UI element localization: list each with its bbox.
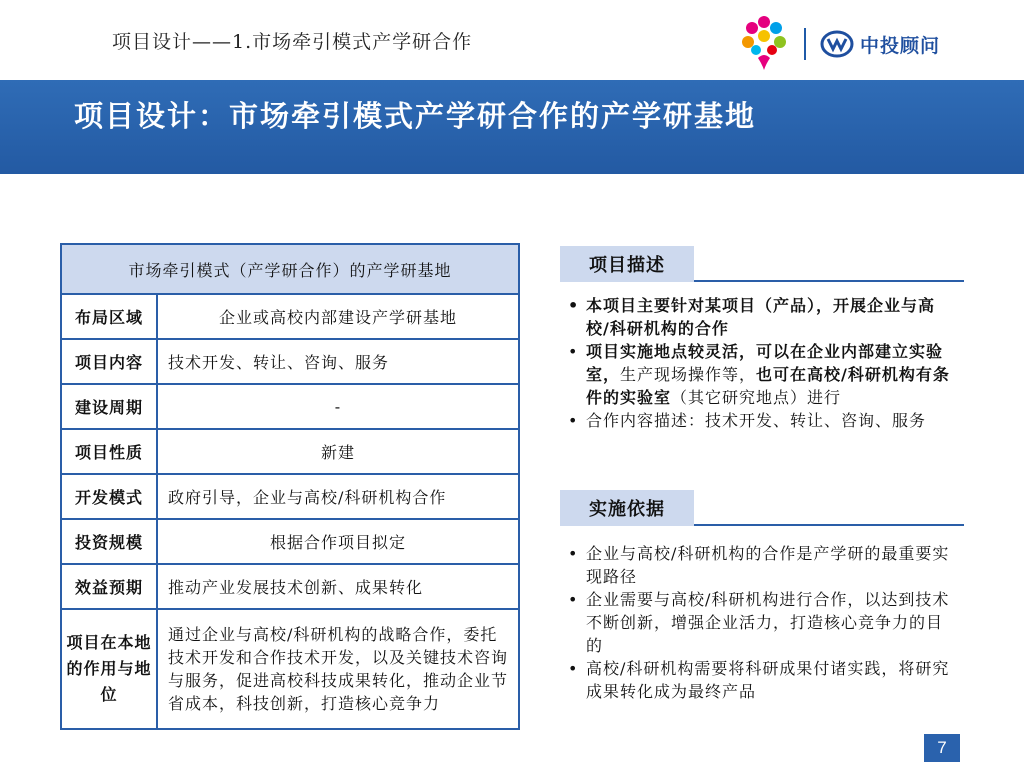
page-title: 项目设计：市场牵引模式产学研合作的产学研基地 [74,99,757,133]
row-value: 政府引导，企业与高校/科研机构合作 [157,474,519,519]
brand-name: 中投顾问 [860,34,941,57]
row-value: 推动产业发展技术创新、成果转化 [157,564,519,609]
list-item-bold-text: 项目实施地点较灵活，可以在企业内部建立实验室， [586,342,944,384]
list-item: • 合作内容描述：技术开发、转让、咨询、服务 [566,409,958,432]
project-info-table [60,243,520,730]
table-header: 市场牵引模式（产学研合作）的产学研基地 [61,244,519,294]
row-label: 效益预期 [61,564,157,609]
table-row [61,294,519,339]
top-title: 项目设计——1.市场牵引模式产学研合作 [112,31,473,53]
row-label: 项目性质 [61,429,157,474]
list-item: • 高校/科研机构需要将科研成果付诸实践，将研究成果转化成为最终产品 [566,657,958,703]
row-label: 建设周期 [61,384,157,429]
table-row [61,429,519,474]
title-banner [0,80,1024,174]
basis-list [566,542,958,703]
basis-title: 实施依据 [560,490,694,526]
row-label: 开发模式 [61,474,157,519]
list-item: • 企业与高校/科研机构的合作是产学研的最重要实现路径 [566,542,958,588]
description-list [566,294,958,432]
page-number: 7 [924,734,960,762]
description-section-header [560,246,964,282]
row-label: 布局区域 [61,294,157,339]
row-value: 新建 [157,429,519,474]
table-row [61,564,519,609]
brand-mark-icon [820,30,854,58]
description-title: 项目描述 [560,246,694,282]
list-item-text: 生产现场操作等， [620,365,757,384]
logo-divider [804,28,806,60]
table-row [61,609,519,729]
list-item: • 本项目主要针对某项目（产品），开展企业与高校/科研机构的合作 [566,294,958,340]
list-item-bold-text: 也可在高校/科研机构有条件的实验室 [586,365,950,407]
row-value: 通过企业与高校/科研机构的战略合作，委托技术开发和合作技术开发，以及关键技术咨询与服务，促进高校科技成果转化，推动企业节省成本，科技创新，打造核心竞争力 [157,609,519,729]
table-row [61,339,519,384]
brand-logo [820,30,940,58]
table-row [61,474,519,519]
flower-logo-icon [738,14,790,74]
list-item: • 企业需要与高校/科研机构进行合作，以达到技术不断创新，增强企业活力，打造核心竞争力的目的 [566,588,958,657]
list-item-text: （其它研究地点）进行 [671,388,842,407]
list-item [566,340,958,409]
row-value: 技术开发、转让、咨询、服务 [157,339,519,384]
row-label: 项目内容 [61,339,157,384]
row-value: 根据合作项目拟定 [157,519,519,564]
row-value: 企业或高校内部建设产学研基地 [157,294,519,339]
row-label: 项目在本地的作用与地位 [61,609,157,729]
table-row [61,384,519,429]
basis-section-header [560,490,964,526]
row-label: 投资规模 [61,519,157,564]
table-row [61,519,519,564]
row-value: - [157,384,519,429]
